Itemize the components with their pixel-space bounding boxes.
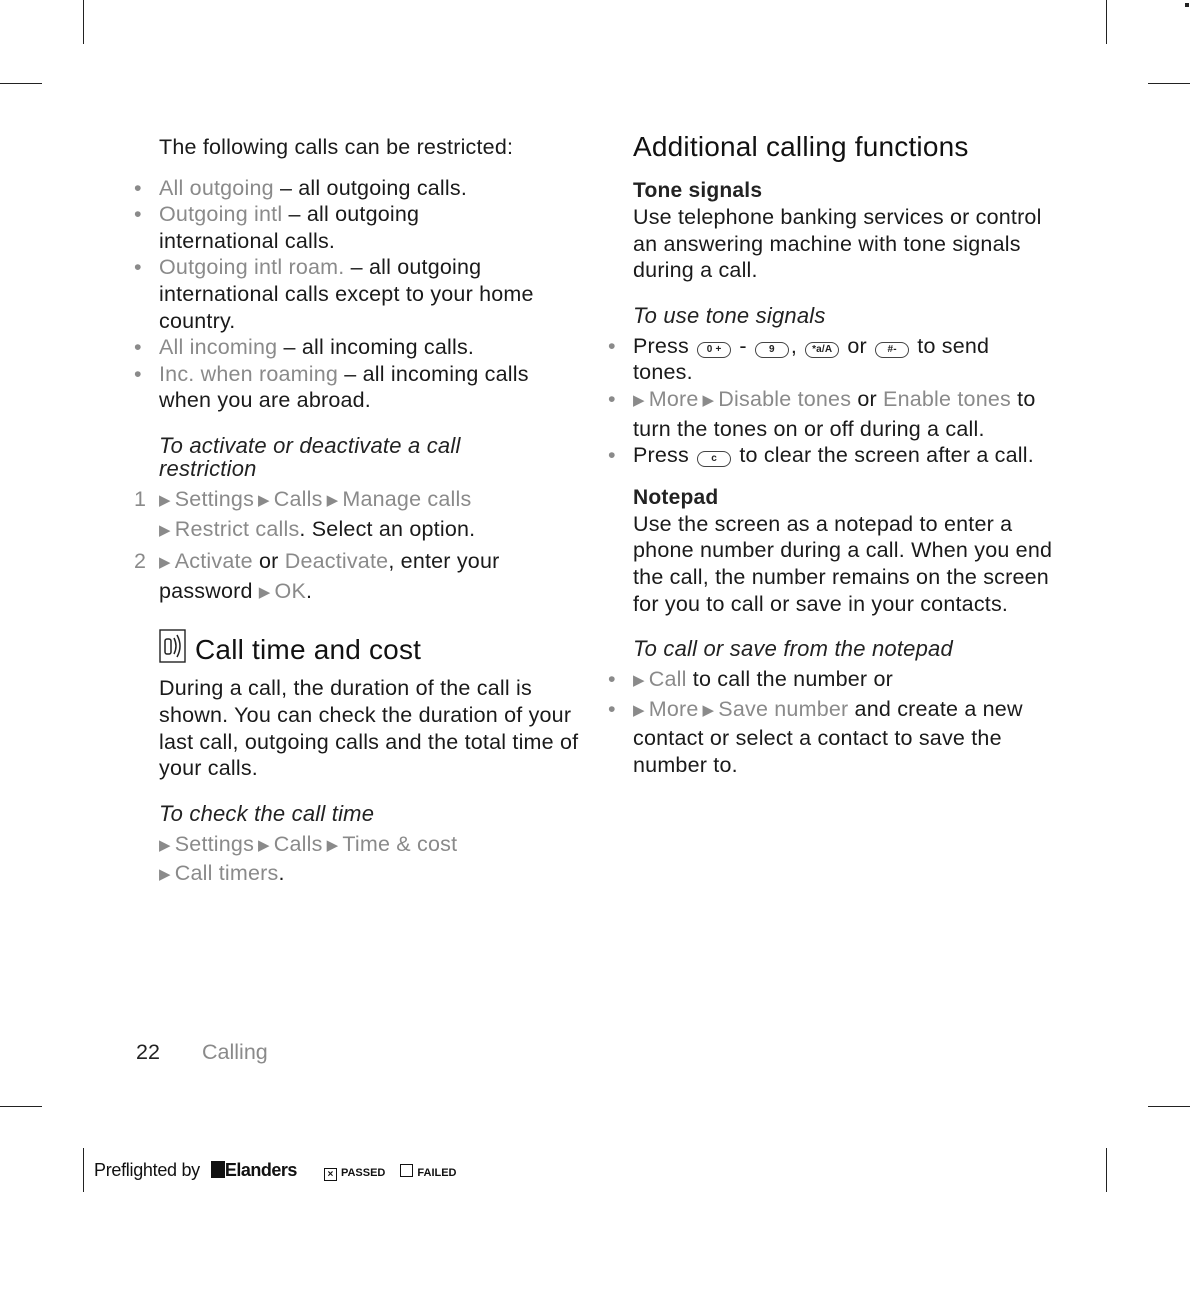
select-arrow-icon: ▶ [258,583,271,601]
call-time-body: During a call, the duration of the call is shown. You can check the duration of your last call, outgoing calls and the total time of your calls. [159,676,579,781]
right-column [633,130,1053,779]
additional-functions-title: Additional calling functions [633,131,969,162]
call-time-section [159,629,579,890]
key-hash-icon: #- [875,342,909,358]
item-description: – all incoming calls when you are abroad. [159,361,529,413]
failed-checkbox-icon [400,1164,413,1177]
step-2 [134,548,579,607]
menu-option-ok: OK [274,578,307,603]
notepad-body: Use the screen as a notepad to enter a phone number during a call. When you end the call, the number remains on the screen for you to call or save in your contacts. [633,511,1053,616]
step-text: . Select an option. [299,516,476,541]
step-text: , enter your password [159,549,500,603]
list-item [633,442,1053,469]
item-description: – all outgoing calls. [273,175,468,200]
menu-path-call-timers: Call timers [174,861,279,886]
select-arrow-icon: ▶ [633,701,645,719]
select-arrow-icon: ▶ [159,491,171,509]
select-arrow-icon: ▶ [326,836,339,854]
step-number: 2 [134,549,147,574]
bullet-text: - [733,333,753,358]
preflight-stamp [94,1160,457,1181]
activate-restriction-heading: To activate or deactivate a call restriction [159,432,461,481]
crop-mark [1106,1148,1107,1192]
step-number: 1 [134,486,147,511]
use-tone-signals-heading: To use tone signals [633,302,826,328]
bullet-text: or [851,386,884,411]
select-arrow-icon: ▶ [258,836,270,854]
preflight-label: Preflighted by [94,1160,200,1180]
bullet-text: , [790,333,804,358]
menu-path-manage-calls: Manage calls [342,486,472,511]
section-name: Calling [202,1040,268,1064]
crop-mark [1106,0,1107,44]
bullet-text: to call the number or [686,667,893,692]
menu-term: Inc. when roaming [159,361,339,386]
notepad-heading: Notepad [633,485,719,509]
menu-term: Outgoing intl roam. [159,255,345,280]
select-arrow-icon: ▶ [258,491,270,509]
select-arrow-icon: ▶ [702,701,715,719]
menu-option-enable-tones: Enable tones [883,386,1011,411]
phone-network-icon [159,629,186,671]
restriction-intro: The following calls can be restricted: [159,135,514,159]
list-item [159,361,579,414]
restriction-list [159,175,579,414]
list-item [159,175,579,202]
select-arrow-icon: ▶ [702,391,715,409]
passed-label: PASSED [340,1167,386,1179]
left-column [134,130,579,890]
menu-path-more: More [648,696,699,721]
bullet-text: to send tones. [633,333,990,385]
step-text: . [306,578,313,603]
key-star-icon: *a/A [805,342,839,358]
list-item [633,333,1053,386]
key-0-plus-icon: 0 + [697,342,731,358]
menu-option-disable-tones: Disable tones [718,386,852,411]
menu-option-call: Call [648,667,687,692]
menu-path-settings: Settings [174,831,255,856]
key-c-icon: c [697,451,731,467]
select-arrow-icon: ▶ [326,491,339,509]
check-call-time-heading: To check the call time [159,800,375,826]
select-arrow-icon: ▶ [159,836,171,854]
menu-path-settings: Settings [174,486,255,511]
page-number: 22 [136,1040,160,1064]
item-description: – all outgoing international calls except to your home country. [159,255,534,333]
elanders-logo-icon [211,1161,225,1178]
bullet-text: or [841,333,874,358]
menu-path-calls: Calls [273,831,323,856]
failed-label: FAILED [417,1167,457,1179]
menu-term: All incoming [159,335,278,360]
step-1 [134,486,579,545]
list-item [633,386,1053,442]
menu-path-calls: Calls [273,486,323,511]
list-item [633,696,1053,779]
bullet-text: Press [633,333,696,358]
key-9-icon: 9 [755,342,789,358]
notepad-bullets [633,666,1053,778]
crop-mark [0,1106,42,1107]
notepad-task-heading: To call or save from the notepad [633,636,953,662]
bullet-text: Press [633,443,696,468]
step-text: . [278,861,285,886]
registration-dot [1185,3,1189,7]
menu-option-save-number: Save number [718,696,849,721]
list-item [159,201,579,254]
bullet-text: to turn the tones on or off during a call. [633,386,1036,441]
crop-mark [0,83,42,84]
list-item [159,334,579,361]
select-arrow-icon: ▶ [159,554,171,572]
passed-checkbox-icon: × [324,1168,337,1181]
crop-mark [1148,83,1190,84]
select-arrow-icon: ▶ [633,672,645,690]
bullet-text: to clear the screen after a call. [733,443,1034,468]
step-text: or [252,549,285,574]
menu-term: All outgoing [159,175,274,200]
call-time-title: Call time and cost [195,634,422,666]
menu-path-more: More [648,386,699,411]
check-call-time-path [159,831,579,890]
menu-option-deactivate: Deactivate [284,549,389,574]
tone-signals-heading: Tone signals [633,179,763,202]
call-time-title-row [159,629,579,671]
crop-mark [1148,1106,1190,1107]
tone-signal-bullets [633,333,1053,469]
crop-mark [83,0,84,44]
item-description: – all incoming calls. [277,335,475,360]
crop-mark [83,1148,84,1192]
bullet-text: and create a new contact or select a contact to save the number to. [633,696,1023,777]
list-item [633,666,1053,696]
select-arrow-icon: ▶ [159,521,171,539]
menu-term: Outgoing intl [159,202,283,227]
brand-name: Elanders [224,1160,297,1180]
select-arrow-icon: ▶ [633,391,645,409]
menu-path-restrict-calls: Restrict calls [174,516,300,541]
tone-signals-body: Use telephone banking services or control an answering machine with tone signals during a call. [633,205,1042,283]
activate-steps [134,486,579,607]
list-item [159,254,579,334]
menu-option-activate: Activate [174,549,253,574]
menu-path-time-cost: Time & cost [342,831,458,856]
select-arrow-icon: ▶ [159,866,171,884]
item-description: – all outgoing international calls. [159,202,420,253]
